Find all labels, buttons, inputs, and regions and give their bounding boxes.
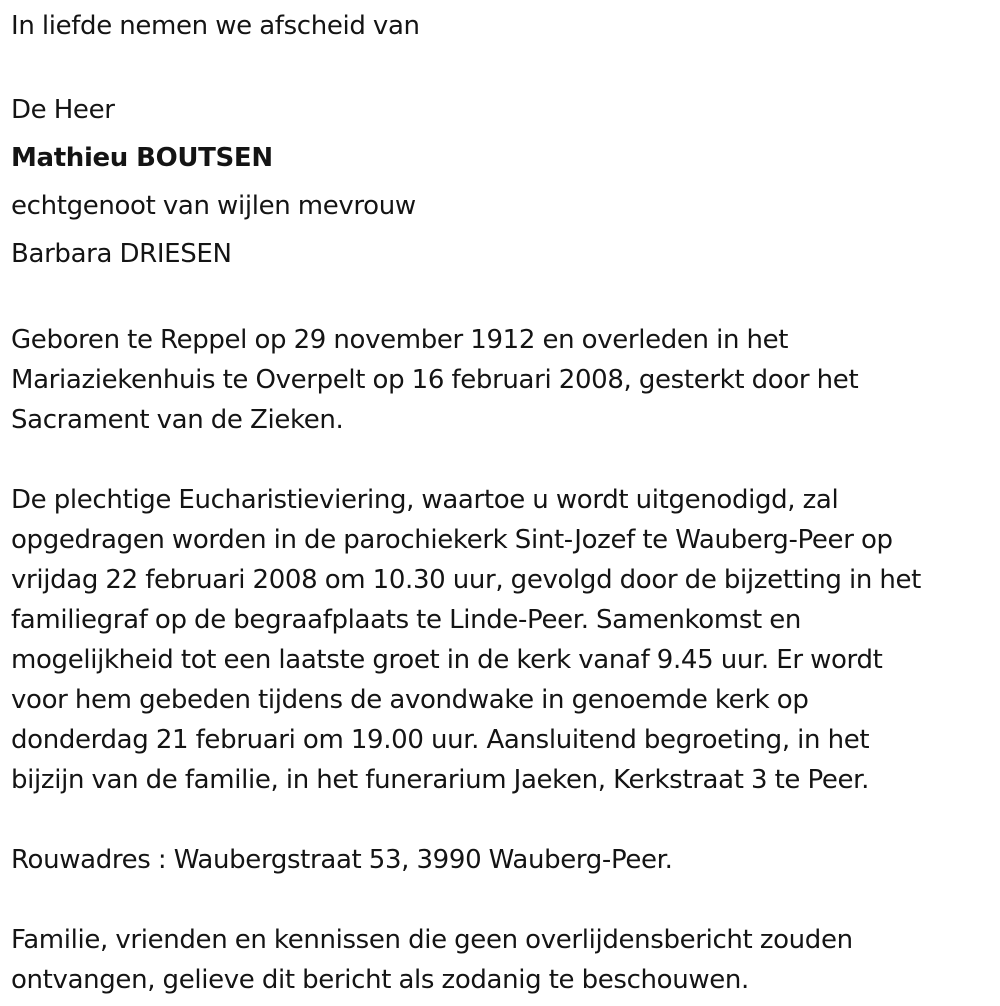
- paragraph-line: mogelijkheid tot een laatste groet in de kerk vanaf 9.45 uur. Er wordt: [11, 645, 883, 675]
- spacer: [11, 278, 991, 320]
- paragraph-line: De plechtige Eucharistieviering, waartoe u wordt uitgenodigd, zal: [11, 485, 839, 515]
- birth-death-paragraph: [11, 320, 991, 440]
- paragraph-line: familiegraf op de begraafplaats te Linde-Peer. Samenkomst en: [11, 605, 802, 635]
- paragraph-line: donderdag 21 februari om 19.00 uur. Aansluitend begroeting, in het: [11, 725, 870, 755]
- paragraph-line: ontvangen, gelieve dit bericht als zodanig te beschouwen.: [11, 965, 749, 995]
- spacer: [11, 440, 991, 480]
- paragraph-line: vrijdag 22 februari 2008 om 10.30 uur, gevolgd door de bijzetting in het: [11, 565, 922, 595]
- relation-text: echtgenoot van wijlen mevrouw: [11, 191, 416, 221]
- spouse-name: Barbara DRIESEN: [11, 239, 232, 269]
- death-notice: [11, 6, 991, 1000]
- paragraph-line: opgedragen worden in de parochiekerk Sint-Jozef te Wauberg-Peer op: [11, 525, 893, 555]
- ceremony-paragraph: [11, 480, 991, 800]
- mourning-address: Rouwadres : Waubergstraat 53, 3990 Wauberg-Peer.: [11, 845, 673, 875]
- paragraph-line: Familie, vrienden en kennissen die geen overlijdensbericht zouden: [11, 925, 853, 955]
- deceased-block: [11, 86, 991, 278]
- paragraph-line: Sacrament van de Zieken.: [11, 405, 344, 435]
- paragraph-line: Geboren te Reppel op 29 november 1912 en overleden in het: [11, 325, 789, 355]
- deceased-name: Mathieu BOUTSEN: [11, 143, 273, 173]
- spacer: [11, 880, 991, 920]
- honorific: De Heer: [11, 95, 115, 125]
- intro-text: In liefde nemen we afscheid van: [11, 11, 420, 41]
- spacer: [11, 800, 991, 840]
- paragraph-line: voor hem gebeden tijdens de avondwake in genoemde kerk op: [11, 685, 809, 715]
- paragraph-line: Mariaziekenhuis te Overpelt op 16 februari 2008, gesterkt door het: [11, 365, 859, 395]
- closing-paragraph: [11, 920, 991, 1000]
- paragraph-line: bijzijn van de familie, in het funerarium Jaeken, Kerkstraat 3 te Peer.: [11, 765, 870, 795]
- spacer: [11, 46, 991, 86]
